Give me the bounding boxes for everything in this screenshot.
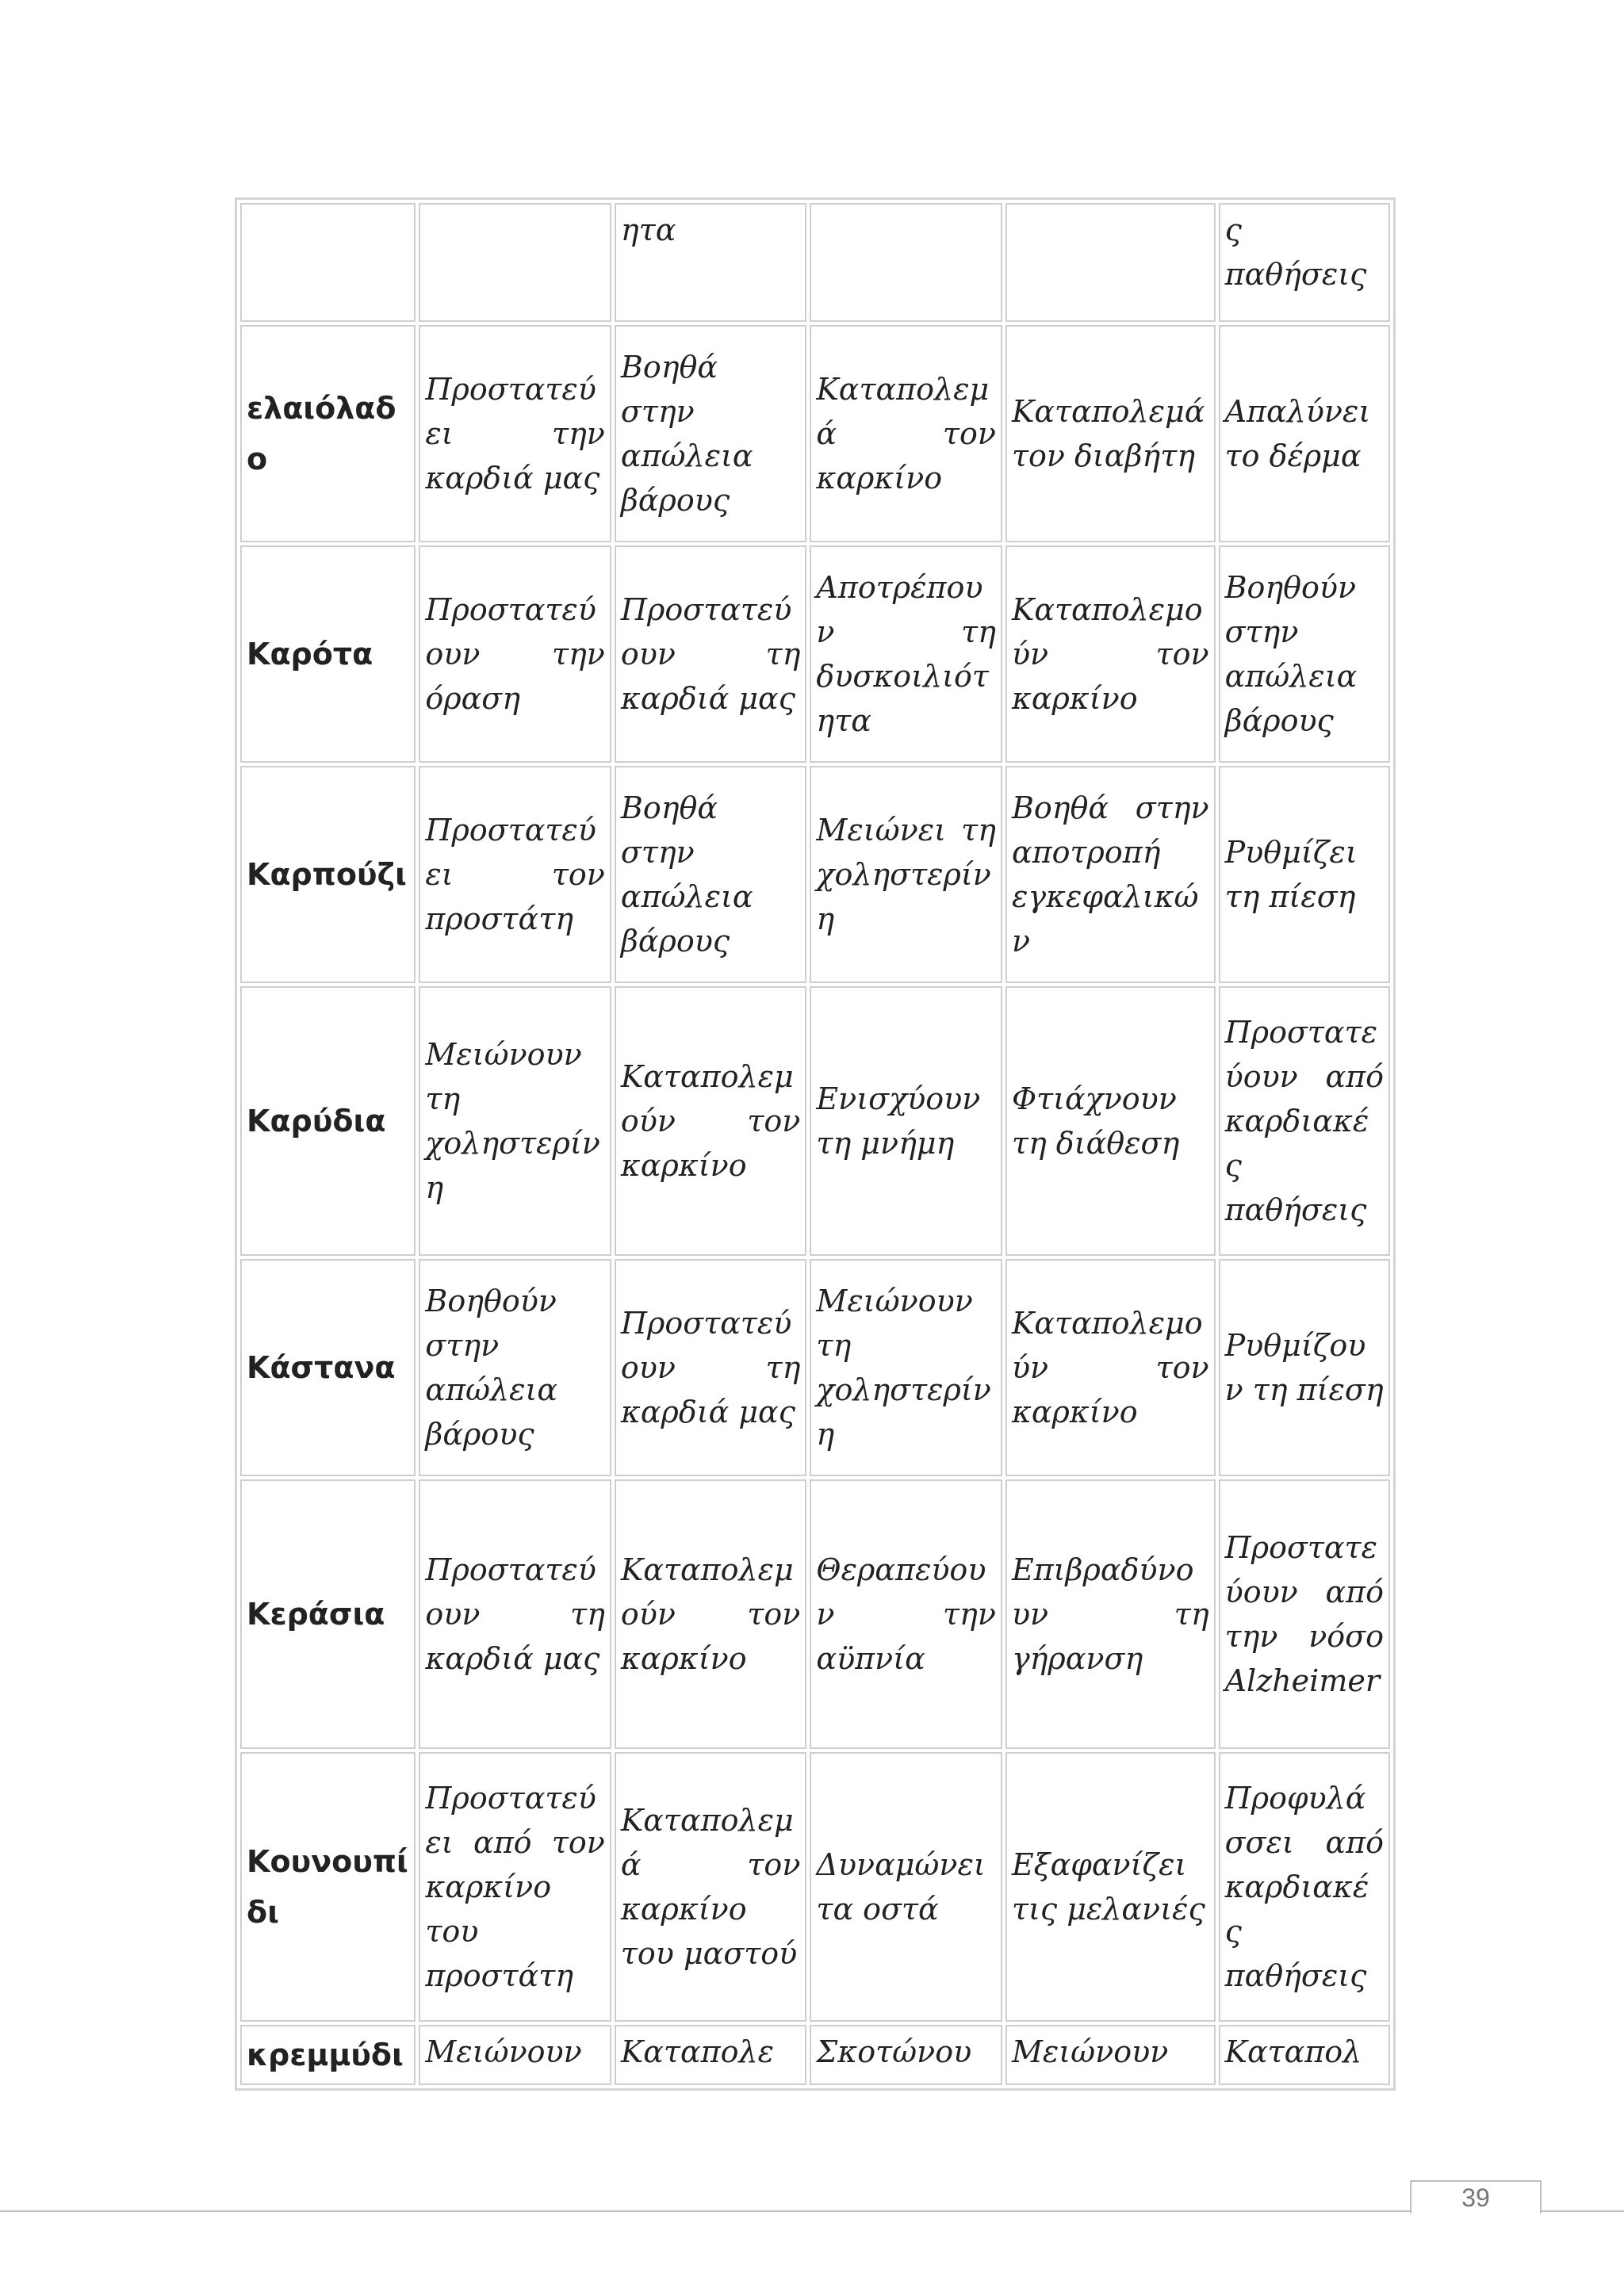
page-number: 39	[1410, 2180, 1542, 2214]
benefit-cell: Μειώνουν	[419, 2025, 611, 2085]
benefit-cell: Καταπολεμούν τον καρκίνο	[1005, 545, 1216, 763]
benefit-cell: Εξαφανίζει τις μελανιές	[1005, 1752, 1216, 2022]
benefit-cell: Καταπολεμούν τον καρκίνο	[615, 986, 807, 1256]
benefit-cell: Μειώνουν τη χοληστερίνη	[419, 986, 611, 1256]
table-row	[240, 2025, 1390, 2085]
table-row	[240, 1752, 1390, 2022]
footer-rule	[0, 2210, 1624, 2212]
table-row	[240, 1259, 1390, 1476]
benefit-cell: Σκοτώνου	[810, 2025, 1002, 2085]
food-name-cell	[240, 203, 416, 322]
table-row	[240, 203, 1390, 322]
benefit-cell: Καταπολεμά τον καρκίνο	[810, 325, 1002, 542]
food-name-cell: Κάστανα	[240, 1259, 416, 1476]
benefit-cell: Βοηθά στην απώλεια βάρους	[615, 325, 807, 542]
food-name-cell: Κεράσια	[240, 1479, 416, 1749]
benefit-cell: ς παθήσεις	[1219, 203, 1390, 322]
benefit-cell: Επιβραδύνουν τη γήρανση	[1005, 1479, 1216, 1749]
benefits-table	[235, 197, 1396, 2091]
food-name-cell: ελαιόλαδο	[240, 325, 416, 542]
benefit-cell: Προστατεύουν τη καρδιά μας	[419, 1479, 611, 1749]
benefit-cell: Βοηθά στην απώλεια βάρους	[615, 766, 807, 983]
benefit-cell	[1005, 203, 1216, 322]
benefit-cell: ητα	[615, 203, 807, 322]
benefit-cell: Προστατεύουν από την νόσο Alzheimer	[1219, 1479, 1390, 1749]
table-row	[240, 325, 1390, 542]
food-name-cell: Κουνουπίδι	[240, 1752, 416, 2022]
benefit-cell: Προστατεύουν τη καρδιά μας	[615, 545, 807, 763]
benefit-cell: Ρυθμίζουν τη πίεση	[1219, 1259, 1390, 1476]
benefit-cell: Προστατεύει από τον καρκίνο του προστάτη	[419, 1752, 611, 2022]
table-row	[240, 545, 1390, 763]
benefit-cell: Απαλύνει το δέρμα	[1219, 325, 1390, 542]
benefit-cell: Καταπολεμούν τον καρκίνο	[615, 1479, 807, 1749]
benefit-cell: Μειώνουν	[1005, 2025, 1216, 2085]
benefit-cell: Θεραπεύουν την αϋπνία	[810, 1479, 1002, 1749]
benefit-cell	[419, 203, 611, 322]
benefit-cell: Ρυθμίζει τη πίεση	[1219, 766, 1390, 983]
benefit-cell: Φτιάχνουν τη διάθεση	[1005, 986, 1216, 1256]
benefit-cell: Δυναμώνει τα οστά	[810, 1752, 1002, 2022]
benefit-cell: Βοηθούν στην απώλεια βάρους	[419, 1259, 611, 1476]
benefit-cell: Προστατεύει την καρδιά μας	[419, 325, 611, 542]
benefit-cell: Καταπολ	[1219, 2025, 1390, 2085]
benefit-cell: Καταπολεμά τον καρκίνο του μαστού	[615, 1752, 807, 2022]
benefit-cell: Μειώνουν τη χοληστερίνη	[810, 1259, 1002, 1476]
benefit-cell: Μειώνει τη χοληστερίνη	[810, 766, 1002, 983]
benefit-cell: Προστατεύουν τη καρδιά μας	[615, 1259, 807, 1476]
table-row	[240, 986, 1390, 1256]
food-name-cell: Καρύδια	[240, 986, 416, 1256]
benefit-cell: Καταπολεμούν τον καρκίνο	[1005, 1259, 1216, 1476]
food-name-cell: Καρπούζι	[240, 766, 416, 983]
food-name-cell: κρεμμύδι	[240, 2025, 416, 2085]
benefit-cell: Προστατεύουν την όραση	[419, 545, 611, 763]
benefit-cell: Ενισχύουν τη μνήμη	[810, 986, 1002, 1256]
benefit-cell: Καταπολε	[615, 2025, 807, 2085]
table-row	[240, 766, 1390, 983]
food-name-cell: Καρότα	[240, 545, 416, 763]
benefit-cell: Βοηθά στην αποτροπή εγκεφαλικών	[1005, 766, 1216, 983]
benefit-cell: Καταπολεμά τον διαβήτη	[1005, 325, 1216, 542]
benefit-cell: Προστατεύει τον προστάτη	[419, 766, 611, 983]
table-row	[240, 1479, 1390, 1749]
benefit-cell	[810, 203, 1002, 322]
benefit-cell: Βοηθούν στην απώλεια βάρους	[1219, 545, 1390, 763]
benefit-cell: Προστατεύουν από καρδιακές παθήσεις	[1219, 986, 1390, 1256]
benefit-cell: Προφυλάσσει από καρδιακές παθήσεις	[1219, 1752, 1390, 2022]
benefit-cell: Αποτρέπουν τη δυσκοιλιότητα	[810, 545, 1002, 763]
